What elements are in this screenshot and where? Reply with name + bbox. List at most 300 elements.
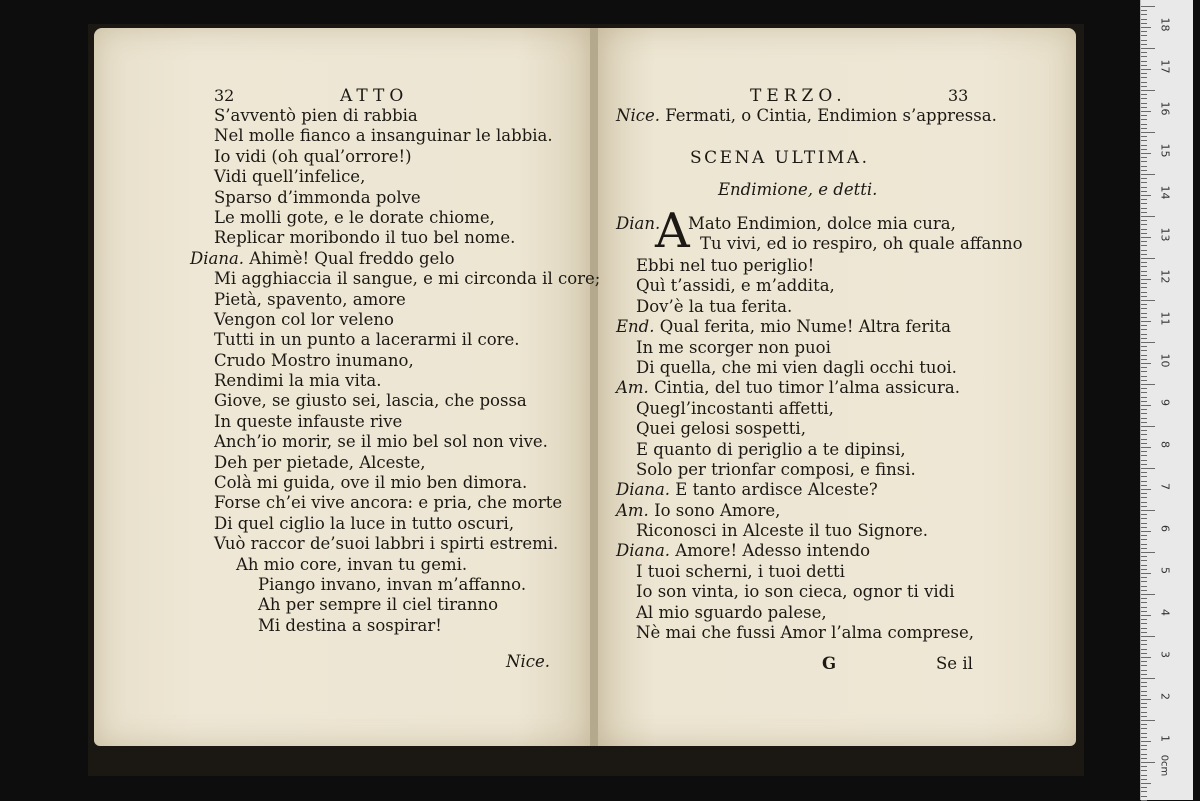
- line-text: Io vidi (oh qual’orrore!): [214, 146, 412, 166]
- ruler-tick: [1141, 674, 1147, 675]
- ruler-tick: [1141, 430, 1147, 431]
- ruler-tick: [1141, 476, 1147, 477]
- ruler-tick: [1141, 661, 1147, 662]
- right-page-text: [616, 256, 974, 643]
- ruler-tick: [1141, 363, 1151, 364]
- line-text: I tuoi scherni, i tuoi detti: [636, 561, 845, 581]
- line-text: Rendimi la mia vita.: [214, 371, 382, 391]
- ruler-tick: [1141, 77, 1147, 78]
- ruler-tick: [1141, 699, 1151, 700]
- ruler-tick: [1141, 132, 1155, 133]
- ruler-tick: [1141, 384, 1155, 385]
- drop-cap-letter: A: [655, 203, 690, 259]
- ruler-tick: [1141, 485, 1147, 486]
- ruler-tick: [1141, 325, 1147, 326]
- ruler-tick: [1141, 531, 1151, 532]
- ruler-tick: [1141, 422, 1147, 423]
- line-text: Ahimè! Qual freddo gelo: [249, 248, 455, 268]
- nice-line-text: Fermati, o Cintia, Endimion s’appressa.: [665, 106, 997, 125]
- ruler-tick: [1141, 426, 1155, 427]
- ruler-tick: [1141, 632, 1147, 633]
- ruler-tick: [1141, 258, 1155, 259]
- ruler-tick: [1141, 544, 1147, 545]
- ruler-tick: [1141, 229, 1147, 230]
- line-text: Quei gelosi sospetti,: [636, 419, 806, 439]
- ruler-tick: [1141, 758, 1147, 759]
- line-text: In me scorger non puoi: [636, 337, 831, 357]
- right-catchword: Se il: [936, 654, 973, 673]
- ruler-tick: [1141, 707, 1147, 708]
- ruler-tick: [1141, 40, 1147, 41]
- ruler-number: 18: [1158, 17, 1172, 32]
- ruler-tick: [1141, 745, 1147, 746]
- text-line: [214, 188, 600, 208]
- nice-line: [616, 106, 997, 126]
- text-line: [214, 371, 600, 391]
- ruler-tick: [1141, 779, 1147, 780]
- ruler-tick: [1141, 703, 1147, 704]
- ruler-tick: [1141, 762, 1155, 763]
- line-text: Colà mi guida, ove il mio ben dimora.: [214, 473, 528, 493]
- line-text: S’avventò pien di rabbia: [214, 106, 418, 125]
- ruler-number: 11: [1158, 311, 1172, 326]
- ruler-tick: [1141, 720, 1155, 721]
- ruler-tick: [1141, 111, 1151, 112]
- text-line: [636, 297, 974, 317]
- ruler-tick: [1141, 380, 1147, 381]
- ruler-tick: [1141, 607, 1147, 608]
- text-line: [616, 317, 974, 337]
- line-text: Solo per trionfar composi, e finsi.: [636, 459, 916, 479]
- ruler-tick: [1141, 166, 1147, 167]
- ruler-tick: [1141, 586, 1147, 587]
- line-text: Ah mio core, invan tu gemi.: [236, 554, 468, 574]
- ruler-tick: [1141, 644, 1147, 645]
- ruler-tick: [1141, 103, 1147, 104]
- left-running-header: ATTO: [340, 86, 409, 106]
- ruler-tick: [1141, 52, 1147, 53]
- ruler-tick: [1141, 346, 1147, 347]
- text-line: [214, 534, 600, 554]
- line-text: Nè mai che fussi Amor l’alma comprese,: [636, 623, 975, 643]
- left-page-number: 32: [214, 86, 235, 105]
- ruler-tick: [1141, 262, 1147, 263]
- ruler-tick: [1141, 783, 1151, 784]
- ruler-tick: [1141, 359, 1147, 360]
- ruler-tick: [1141, 82, 1147, 83]
- ruler-number: 17: [1158, 59, 1172, 74]
- ruler-tick: [1141, 409, 1147, 410]
- line-text: In queste infauste rive: [214, 411, 403, 431]
- ruler-tick: [1141, 86, 1147, 87]
- ruler-tick: [1141, 695, 1147, 696]
- scene-title: SCENA ULTIMA.: [690, 148, 870, 168]
- ruler-tick: [1141, 241, 1147, 242]
- ruler-tick: [1141, 766, 1147, 767]
- ruler-tick: [1141, 439, 1147, 440]
- text-line: [616, 541, 974, 561]
- ruler-number: 13: [1158, 227, 1172, 242]
- line-text: Vuò raccor de’suoi labbri i spirti estremi.: [214, 534, 559, 554]
- left-page-text: [190, 106, 601, 636]
- ruler-tick: [1141, 128, 1147, 129]
- ruler-tick: [1141, 367, 1147, 368]
- ruler-tick: [1141, 283, 1147, 284]
- text-line: [636, 338, 974, 358]
- text-line: [214, 330, 600, 350]
- ruler-tick: [1141, 556, 1147, 557]
- ruler-number: 6: [1158, 525, 1172, 532]
- line-text: Di quella, che mi vien dagli occhi tuoi.: [636, 357, 957, 377]
- ruler-tick: [1141, 565, 1147, 566]
- line-text: Io son vinta, io son cieca, ognor ti vidi: [636, 582, 955, 602]
- ruler-tick: [1141, 371, 1147, 372]
- text-line: [214, 106, 600, 126]
- line-text: Piango invano, invan m’affanno.: [258, 574, 527, 594]
- ruler-tick: [1141, 716, 1147, 717]
- line-text: Anch’io morir, se il mio bel sol non vive.: [214, 432, 548, 452]
- ruler-tick: [1141, 61, 1147, 62]
- ruler-tick: [1141, 187, 1147, 188]
- text-line: [214, 432, 600, 452]
- speaker-label: Diana.: [616, 541, 676, 561]
- ruler-tick: [1141, 401, 1147, 402]
- ruler-tick: [1141, 254, 1147, 255]
- ruler-tick: [1141, 157, 1147, 158]
- text-line: [258, 595, 600, 615]
- line-text: Al mio sguardo palese,: [636, 602, 827, 622]
- ruler-number: 8: [1158, 441, 1172, 448]
- ruler-tick: [1141, 355, 1147, 356]
- ruler-tick: [1141, 266, 1147, 267]
- ruler-tick: [1141, 178, 1147, 179]
- line-text: Io sono Amore,: [654, 500, 781, 520]
- line-text: E quanto di periglio a te dipinsi,: [636, 439, 906, 459]
- ruler-tick: [1141, 594, 1155, 595]
- ruler-tick: [1141, 191, 1147, 192]
- ruler-tick: [1141, 670, 1147, 671]
- ruler-tick: [1141, 712, 1147, 713]
- ruler-number: 9: [1158, 399, 1172, 406]
- text-line: [214, 290, 600, 310]
- ruler-tick: [1141, 636, 1155, 637]
- left-catchword: Nice.: [506, 652, 550, 671]
- line-text: Tutti in un punto a lacerarmi il core.: [214, 330, 520, 350]
- speaker-label: End.: [616, 317, 660, 337]
- ruler-tick: [1141, 35, 1147, 36]
- ruler-tick: [1141, 590, 1147, 591]
- line-text: Giove, se giusto sei, lascia, che possa: [214, 391, 527, 411]
- ruler-tick: [1141, 203, 1147, 204]
- ruler-tick: [1141, 665, 1147, 666]
- line-text: Pietà, spavento, amore: [214, 289, 406, 309]
- ruler-tick: [1141, 539, 1147, 540]
- ruler-tick: [1141, 737, 1147, 738]
- ruler-tick: [1141, 623, 1147, 624]
- ruler-tick: [1141, 775, 1147, 776]
- line-text: Quì t’assidi, e m’addita,: [636, 276, 835, 296]
- line-text: Forse ch’ei vive ancora: e pria, che morte: [214, 493, 563, 513]
- line-text: Mi agghiaccia il sangue, e mi circonda il core;: [214, 269, 601, 289]
- ruler-tick: [1141, 455, 1147, 456]
- ruler-tick: [1141, 619, 1147, 620]
- ruler-tick: [1141, 296, 1147, 297]
- scene-subtitle: Endimione, e detti.: [718, 180, 878, 199]
- ruler-number: 3: [1158, 651, 1172, 658]
- ruler-tick: [1141, 279, 1151, 280]
- ruler-tick: [1141, 212, 1147, 213]
- ruler-tick: [1141, 27, 1151, 28]
- ruler-tick: [1141, 678, 1155, 679]
- ruler-tick: [1141, 56, 1147, 57]
- ruler-tick: [1141, 275, 1147, 276]
- text-line: [636, 358, 974, 378]
- ruler-tick: [1141, 199, 1147, 200]
- ruler-tick: [1141, 44, 1147, 45]
- ruler-tick: [1141, 560, 1147, 561]
- text-line: [214, 493, 600, 513]
- ruler-number: 10: [1158, 353, 1172, 368]
- ruler-tick: [1141, 321, 1151, 322]
- line-text: Ah per sempre il ciel tiranno: [258, 595, 499, 615]
- ruler-tick: [1141, 682, 1147, 683]
- text-line: [214, 310, 600, 330]
- ruler-number: 16: [1158, 101, 1172, 116]
- text-line: [236, 555, 600, 575]
- ruler-tick: [1141, 334, 1147, 335]
- line-text: Riconosci in Alceste il tuo Signore.: [636, 521, 928, 541]
- right-page-number: 33: [948, 86, 969, 105]
- ruler-tick: [1141, 577, 1147, 578]
- ruler-tick: [1141, 342, 1155, 343]
- text-line: [214, 412, 600, 432]
- ruler-tick: [1141, 527, 1147, 528]
- ruler-tick: [1141, 145, 1147, 146]
- ruler-tick: [1141, 481, 1147, 482]
- ruler-tick: [1141, 649, 1147, 650]
- ruler-tick: [1141, 250, 1147, 251]
- ruler-tick: [1141, 434, 1147, 435]
- ruler-tick: [1141, 392, 1147, 393]
- ruler-tick: [1141, 338, 1147, 339]
- ruler-tick: [1141, 502, 1147, 503]
- ruler-tick: [1141, 313, 1147, 314]
- line-text: Replicar moribondo il tuo bel nome.: [214, 228, 516, 248]
- ruler-tick: [1141, 413, 1147, 414]
- ruler-tick: [1141, 447, 1151, 448]
- ruler-tick: [1141, 535, 1147, 536]
- ruler-tick: [1141, 153, 1151, 154]
- ruler-tick: [1141, 14, 1147, 15]
- text-line: [636, 460, 974, 480]
- ruler-tick: [1141, 615, 1151, 616]
- text-line: [616, 378, 974, 398]
- text-line: [214, 147, 600, 167]
- speaker-nice: Nice.: [616, 106, 660, 125]
- text-line: [190, 249, 600, 269]
- text-line: [636, 276, 974, 296]
- ruler-number: 2: [1158, 693, 1172, 700]
- ruler-tick: [1141, 6, 1155, 7]
- text-line: [214, 514, 600, 534]
- ruler-tick: [1141, 733, 1147, 734]
- text-line: [636, 256, 974, 276]
- text-line: [636, 419, 974, 439]
- ruler-tick: [1141, 94, 1147, 95]
- speaker-label: Am.: [616, 500, 655, 520]
- line-text: Mi destina a sospirar!: [258, 615, 442, 635]
- ruler-tick: [1141, 329, 1147, 330]
- ruler-tick: [1141, 149, 1147, 150]
- ruler-tick: [1141, 161, 1147, 162]
- line-text: Crudo Mostro inumano,: [214, 350, 414, 370]
- ruler-tick: [1141, 749, 1147, 750]
- line-text: Ebbi nel tuo periglio!: [636, 256, 815, 275]
- ruler-tick: [1141, 208, 1147, 209]
- text-line: [214, 453, 600, 473]
- measuring-ruler: [1140, 0, 1193, 800]
- ruler-tick: [1141, 497, 1147, 498]
- ruler-tick: [1141, 548, 1147, 549]
- ruler-tick: [1141, 10, 1147, 11]
- ruler-tick: [1141, 523, 1147, 524]
- line-text: Amore! Adesso intendo: [675, 541, 871, 561]
- ruler-tick: [1141, 493, 1147, 494]
- dropcap-speaker: Dian.: [616, 214, 661, 233]
- ruler-tick: [1141, 300, 1155, 301]
- text-line: [214, 269, 600, 289]
- line-text: E tanto ardisce Alceste?: [675, 480, 878, 500]
- text-line: [214, 167, 600, 187]
- ruler-tick: [1141, 569, 1147, 570]
- text-line: [636, 623, 974, 643]
- line-text: Di quel ciglio la luce in tutto oscuri,: [214, 513, 515, 533]
- ruler-tick: [1141, 686, 1147, 687]
- text-line: [214, 351, 600, 371]
- ruler-tick: [1141, 170, 1147, 171]
- text-line: [214, 391, 600, 411]
- ruler-tick: [1141, 443, 1147, 444]
- ruler-tick: [1141, 573, 1151, 574]
- ruler-number: 15: [1158, 143, 1172, 158]
- line-text: Sparso d’immonda polve: [214, 187, 421, 207]
- text-line: [214, 208, 600, 228]
- ruler-number: 1: [1158, 735, 1172, 742]
- right-running-header: TERZO.: [750, 86, 847, 106]
- ruler-tick: [1141, 19, 1147, 20]
- ruler-tick: [1141, 216, 1155, 217]
- ruler-unit-label: 0cm: [1158, 754, 1170, 777]
- ruler-tick: [1141, 48, 1155, 49]
- ruler-tick: [1141, 418, 1147, 419]
- ruler-tick: [1141, 581, 1147, 582]
- line-text: Nel molle fianco a insanguinar le labbia.: [214, 126, 553, 146]
- ruler-number: 4: [1158, 609, 1172, 616]
- ruler-tick: [1141, 657, 1151, 658]
- ruler-tick: [1141, 245, 1147, 246]
- ruler-tick: [1141, 119, 1147, 120]
- ruler-tick: [1141, 653, 1147, 654]
- ruler-tick: [1141, 728, 1147, 729]
- ruler-tick: [1141, 317, 1147, 318]
- ruler-tick: [1141, 237, 1151, 238]
- ruler-tick: [1141, 350, 1147, 351]
- ruler-tick: [1141, 304, 1147, 305]
- ruler-tick: [1141, 791, 1147, 792]
- ruler-number: 14: [1158, 185, 1172, 200]
- text-line: [636, 521, 974, 541]
- ruler-tick: [1141, 489, 1151, 490]
- ruler-tick: [1141, 397, 1147, 398]
- ruler-tick: [1141, 292, 1147, 293]
- ruler-tick: [1141, 233, 1147, 234]
- ruler-tick: [1141, 628, 1147, 629]
- speaker-label: Diana.: [190, 248, 250, 268]
- ruler-tick: [1141, 182, 1147, 183]
- line-text: Le molli gote, e le dorate chiome,: [214, 207, 495, 227]
- ruler-tick: [1141, 220, 1147, 221]
- line-text: Qual ferita, mio Nume! Altra ferita: [659, 317, 951, 337]
- ruler-tick: [1141, 787, 1147, 788]
- ruler-tick: [1141, 174, 1155, 175]
- text-line: [214, 473, 600, 493]
- text-line: [616, 480, 974, 500]
- text-line: [636, 562, 974, 582]
- ruler-tick: [1141, 611, 1147, 612]
- text-line: [214, 228, 600, 248]
- line-text: Quegl’incostanti affetti,: [636, 398, 834, 418]
- dropcap-line-2: Tu vivi, ed io respiro, oh quale affanno: [700, 234, 1023, 253]
- line-text: Vengon col lor veleno: [214, 309, 394, 329]
- ruler-tick: [1141, 754, 1147, 755]
- text-line: [636, 399, 974, 419]
- ruler-tick: [1141, 90, 1155, 91]
- ruler-tick: [1141, 23, 1147, 24]
- ruler-tick: [1141, 271, 1147, 272]
- line-text: Deh per pietade, Alceste,: [214, 452, 426, 472]
- ruler-tick: [1141, 195, 1151, 196]
- ruler-tick: [1141, 31, 1147, 32]
- ruler-tick: [1141, 460, 1147, 461]
- ruler-tick: [1141, 472, 1147, 473]
- ruler-tick: [1141, 107, 1147, 108]
- text-line: [636, 582, 974, 602]
- ruler-tick: [1141, 376, 1147, 377]
- dropcap-line-1: Mato Endimion, dolce mia cura,: [688, 214, 956, 233]
- ruler-tick: [1141, 140, 1147, 141]
- ruler-tick: [1141, 724, 1147, 725]
- ruler-tick: [1141, 388, 1147, 389]
- text-line: [214, 126, 600, 146]
- ruler-tick: [1141, 510, 1155, 511]
- ruler-tick: [1141, 598, 1147, 599]
- ruler-tick: [1141, 741, 1151, 742]
- ruler-tick: [1141, 136, 1147, 137]
- ruler-tick: [1141, 506, 1147, 507]
- ruler-tick: [1141, 552, 1155, 553]
- ruler-tick: [1141, 405, 1151, 406]
- ruler-tick: [1141, 451, 1147, 452]
- ruler-tick: [1141, 514, 1147, 515]
- ruler-tick: [1141, 796, 1147, 797]
- ruler-tick: [1141, 518, 1147, 519]
- ruler-tick: [1141, 770, 1147, 771]
- ruler-tick: [1141, 308, 1147, 309]
- ruler-tick: [1141, 69, 1151, 70]
- speaker-label: Am.: [616, 378, 655, 398]
- text-line: [258, 616, 600, 636]
- ruler-tick: [1141, 73, 1147, 74]
